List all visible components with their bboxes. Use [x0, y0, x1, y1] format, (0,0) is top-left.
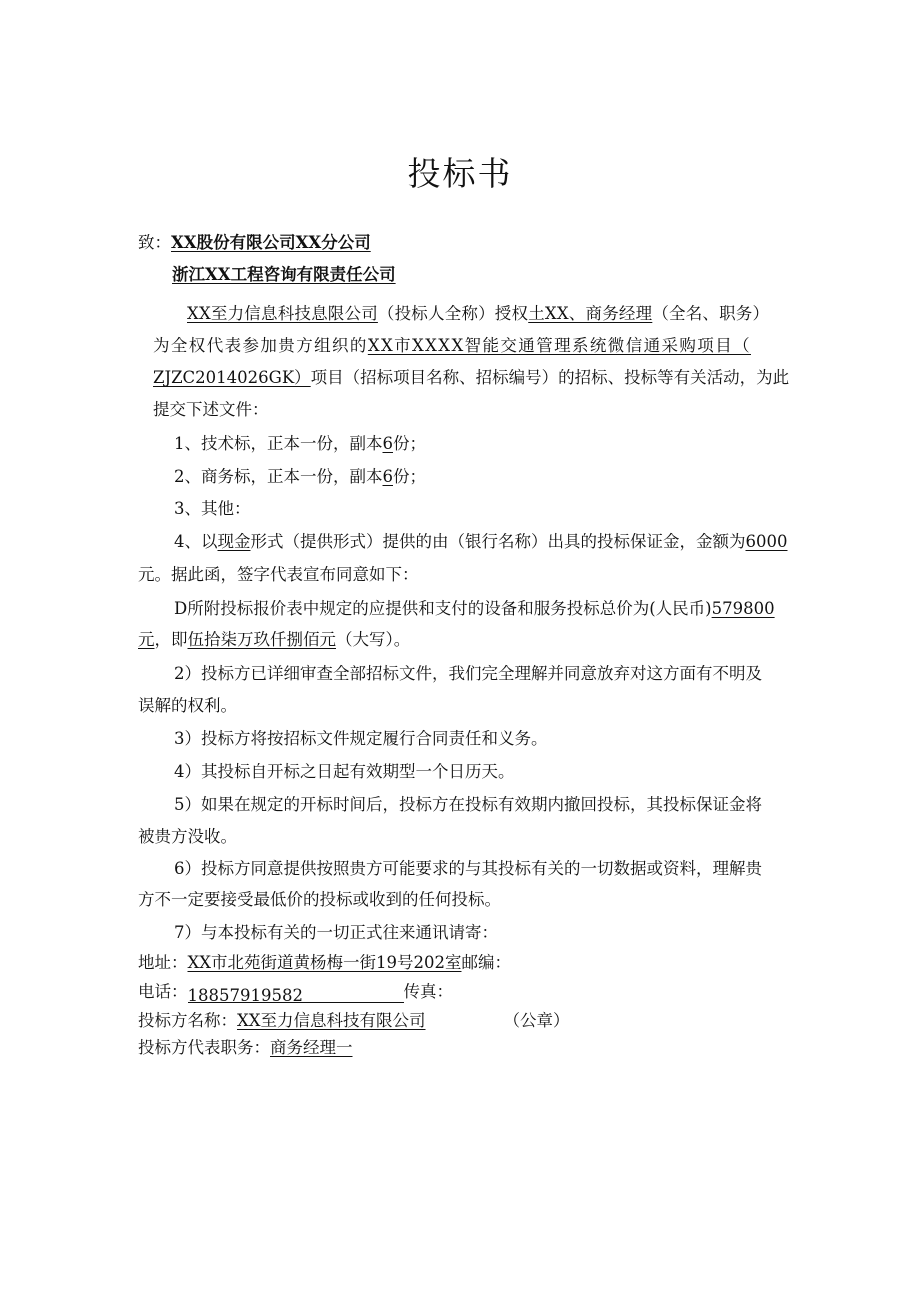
- fax-label: 传真：: [403, 982, 453, 1001]
- addressee-secondary-line: [172, 263, 396, 287]
- address-value: XX市北苑街道黄杨梅一街19号202室: [187, 953, 462, 972]
- phone-line: [138, 980, 453, 1004]
- item-copies: 6: [382, 434, 393, 453]
- clause-6: 6）投标方同意提供按照贵方可能要求的与其投标有关的一切数据或资料，理解贵: [174, 859, 762, 878]
- addressee-line: [138, 231, 371, 255]
- bidder-label: 投标方名称：: [138, 1011, 237, 1030]
- clause-1: [174, 597, 775, 621]
- item-text: 4、以: [174, 532, 218, 551]
- item-text: 份；: [393, 467, 426, 486]
- intro-line-4: 提交下述文件：: [153, 400, 269, 419]
- item-4: [174, 530, 788, 554]
- item-2: [174, 465, 426, 489]
- intro-line-2: [153, 334, 751, 358]
- price-unit: 元: [138, 630, 155, 649]
- bidder-name: XX至力信息科技有限公司: [237, 1011, 426, 1030]
- bidder-full-name: XX至力信息科技息限公司: [187, 304, 378, 323]
- phone-value: 18857919582: [187, 986, 303, 1005]
- phone-label: 电话：: [138, 982, 188, 1001]
- addressee-primary: XX股份有限公司XX分公司: [171, 233, 371, 252]
- clause-2-cont: 误解的权利。: [138, 696, 237, 715]
- intro-line-1: [187, 302, 769, 326]
- item-3: 3、其他：: [174, 499, 251, 518]
- addressee-secondary: 浙江XX工程咨询有限责任公司: [172, 265, 396, 284]
- item-text: 2、商务标，正本一份，副本: [174, 467, 383, 486]
- representative-line: [138, 1036, 353, 1060]
- intro-text: （全名、职务）: [652, 304, 770, 323]
- authorized-person: 土XX、商务经理: [528, 304, 653, 323]
- item-copies: 6: [382, 467, 393, 486]
- postcode-label: 邮编：: [461, 953, 511, 972]
- project-name: XX市XXXX智能交通管理系统微信通采购项目（: [367, 336, 751, 355]
- addressee-prefix: 致：: [138, 233, 171, 252]
- clause-7: 7）与本投标有关的一切正式往来通讯请寄：: [174, 923, 498, 942]
- guarantee-form: 现金: [217, 532, 251, 551]
- clause-1-cont: [138, 628, 410, 652]
- intro-text: 项目（招标项目名称、招标编号）的招标、投标等有关活动，为此: [310, 368, 790, 387]
- address-line: [138, 951, 511, 975]
- clause-4: 4）其投标自开标之日起有效期型一个日历天。: [174, 762, 515, 781]
- clause-text: （大写）。: [336, 630, 411, 649]
- intro-text: （投标人全称）授权: [377, 304, 529, 323]
- representative-label: 投标方代表职务：: [138, 1038, 270, 1057]
- clause-5: 5）如果在规定的开标时间后，投标方在投标有效期内撤回投标，其投标保证金将: [174, 795, 762, 814]
- clause-3: 3）投标方将按招标文件规定履行合同责任和义务。: [174, 729, 548, 748]
- intro-line-3: [153, 366, 789, 390]
- clause-text: D所附投标报价表中规定的应提供和支付的设备和服务投标总价为(人民币): [174, 599, 712, 618]
- project-code: ZJZC2014026GK）: [153, 368, 311, 387]
- total-price-words: 伍拾柒万玖仟捌佰元: [187, 630, 336, 649]
- intro-text: 为全权代表参加贵方组织的: [153, 336, 368, 355]
- representative-title: 商务经理一: [270, 1038, 353, 1057]
- item-text: 1、技术标，正本一份，副本: [174, 434, 383, 453]
- document-title: 投标书: [407, 154, 513, 193]
- clause-5-cont: 被贵方没收。: [138, 827, 237, 846]
- clause-2: 2）投标方已详细审查全部招标文件，我们完全理解并同意放弃对这方面有不明及: [174, 664, 762, 683]
- clause-6-cont: 方不一定要接受最低价的投标或收到的任何投标。: [138, 890, 501, 909]
- item-text: 形式（提供形式）提供的由（银行名称）出具的投标保证金，金额为: [250, 532, 746, 551]
- clause-text: ，即: [154, 630, 188, 649]
- seal-label: （公章）: [503, 1011, 570, 1030]
- item-4-cont: 元。据此函，签字代表宣布同意如下：: [138, 565, 419, 584]
- item-1: [174, 432, 426, 456]
- guarantee-amount: 6000: [745, 532, 788, 551]
- total-price: 579800: [711, 599, 775, 618]
- phone-field: [188, 984, 404, 1003]
- bidder-line: [138, 1009, 570, 1033]
- address-label: 地址：: [138, 953, 188, 972]
- item-text: 份；: [393, 434, 426, 453]
